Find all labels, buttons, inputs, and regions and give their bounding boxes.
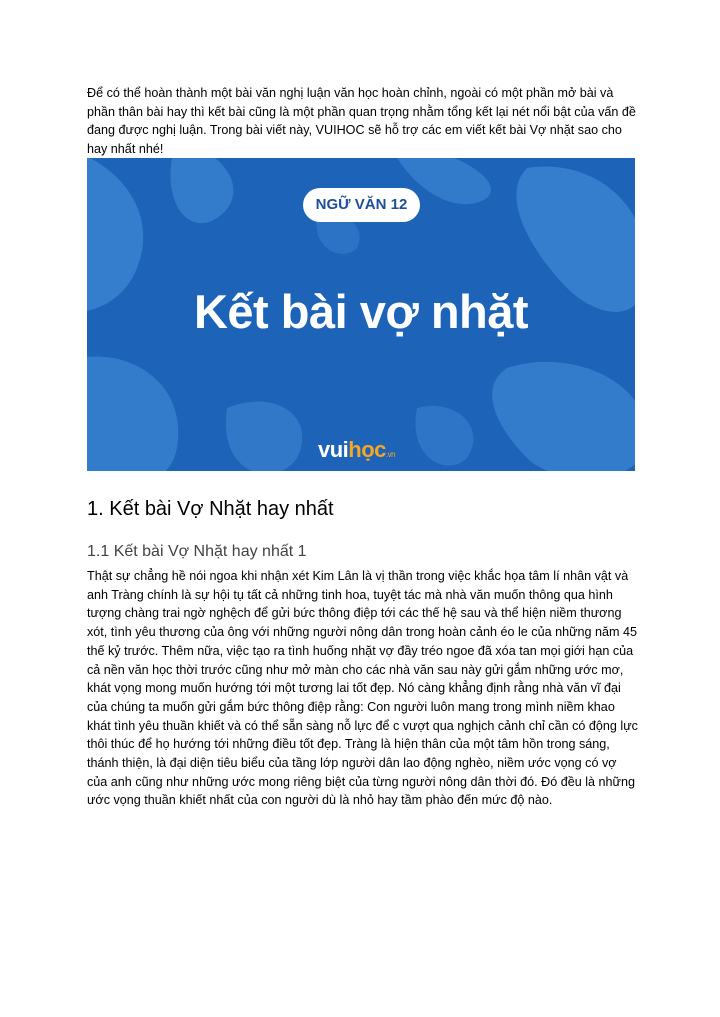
section-heading-1: 1. Kết bài Vợ Nhặt hay nhất: [87, 498, 334, 520]
intro-paragraph: Để có thể hoàn thành một bài văn nghị luận văn học hoàn chỉnh, ngoài có một phần mở bài và phần thân bài hay thì kết bài cũng là một phần quan trọng nhằm tổng kết lại nét nổi bật của vấn đề đang được nghị luận. Trong bài viết này, VUIHOC sẽ hỗ trợ các em viết kết bài Vợ nhặt sao cho hay nhất nhé!: [87, 86, 636, 157]
subject-badge: NGỮ VĂN 12: [303, 188, 420, 222]
logo-part2: học: [348, 437, 386, 462]
body-paragraph-1: Thật sự chẳng hề nói ngoa khi nhận xét Kim Lân là vị thần trong việc khắc họa tâm lí nhân vật và anh Tràng chính là sự hội tụ tất cả những tinh hoa, tuyệt tác mà nhà văn muốn thông qua hình tượng chàng trai ngờ nghệch để gửi bức thông điệp tới các thế hệ sau và thể hiện niềm thương xót, tình yêu thương của ông với những người nông dân trong hoàn cảnh éo le của những năm 45 thế kỷ trước. Thêm nữa, việc tạo ra tình huống nhặt vợ đầy tréo ngoe đã xóa tan mọi giới hạn của cả nền văn học thời trước cũng như mở màn cho các nhà văn sau này gửi gắm những ước mơ, khát vọng mong muốn hướng tới một tương lai tốt đẹp. Nó càng khẳng định rằng nhà văn vĩ đại của chúng ta muốn gửi gắm bức thông điệp rằng: Con người luôn mang trong mình niềm khao khát tình yêu thuần khiết và có thể sẵn sàng nỗ lực để c vượt qua nghịch cảnh chỉ cần có động lực thôi thúc để họ hướng tới những điều tốt đẹp. Tràng là hiện thân của một tâm hồn trong sáng, thánh thiện, là đại diện tiêu biểu của tầng lớp người dân lao động nghèo, niềm ước vọng có vợ của anh cũng như những ước mong riêng biệt của từng người nông dân thời đó. Đó đều là những ước vọng thuần khiết nhất của con người dù là nhỏ hay tầm phào đến mức độ nào.: [87, 569, 638, 808]
subsection-heading-1-1: 1.1 Kết bài Vợ Nhặt hay nhất 1: [87, 543, 307, 560]
logo-part1: vui: [318, 437, 349, 462]
vuihoc-logo: [318, 437, 418, 463]
logo-tld: .vn: [385, 450, 396, 459]
banner-title: Kết bài vợ nhặt: [193, 285, 529, 338]
